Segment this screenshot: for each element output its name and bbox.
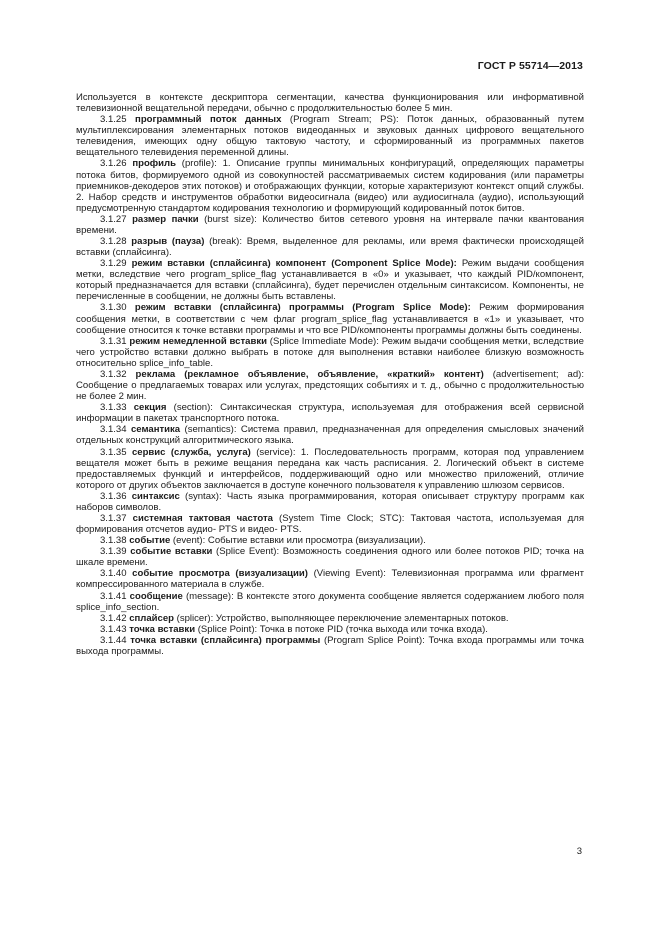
term-name: реклама (рекламное объявление, объявление, «краткий» контент) [135,368,484,380]
term-definition: (message): В контексте этого документа сообщение является содержанием любого поля splice_info_section. [76,590,584,613]
term-definition: (splicer): Устройство, выполняющее переключение элементарных потоков. [173,612,509,624]
term-entry [76,424,584,446]
term-name: событие просмотра (визуализации) [132,568,308,580]
term-definition: (Viewing Event): Телевизионная программа или фрагмент компрессированного материала в службе. [76,568,584,591]
term-entry [76,591,584,613]
terms-list [76,114,584,657]
term-definition: (Program Splice Point): Точка входа программы или точка выхода программы. [76,634,584,657]
document-standard-header: ГОСТ Р 55714—2013 [477,60,583,72]
term-name: сплайсер [129,612,174,624]
term-name: режим немедленной вставки [129,335,267,347]
term-number: 3.1.37 [100,512,127,524]
term-name: событие [129,535,171,547]
term-number: 3.1.38 [100,535,127,547]
term-name: синтаксис [131,490,180,502]
term-name: сообщение [129,590,183,602]
term-definition: (event): Событие вставки или просмотра (визуализации). [170,535,426,547]
term-number: 3.1.30 [100,302,127,314]
term-entry [76,491,584,513]
page-number: 3 [576,846,582,857]
term-entry [76,568,584,590]
term-name: сервис (служба, услуга) [131,446,251,458]
term-name: профиль [132,158,176,170]
term-number: 3.1.39 [100,546,127,558]
term-number: 3.1.35 [100,446,127,458]
term-number: 3.1.33 [100,402,127,414]
intro-paragraph: Используется в контексте дескриптора сегментации, качества функционирования или информативной телевизионной вещательной передачи, обычно с продолжительностью более 5 мин. [76,92,584,115]
term-entry [76,369,584,402]
term-entry [76,114,584,158]
term-definition: (service): 1. Последовательность программ, которая под управлением вещателя может быть в режиме вещания передана как часть расписания. 2. Логический объект в системе предоставляемых функций и интерфейсов, поддерживающий одно или множество приложений, отличие которого от других объектов заключается в доступе конечного пользователя к управлению шлюзом сервисов. [76,446,584,491]
term-number: 3.1.41 [100,590,127,602]
term-definition: (Splice Point): Точка в потоке PID (точка выхода или точка входа). [195,623,488,635]
term-name: программный поток данных [135,114,282,126]
term-name: системная тактовая частота [132,512,273,524]
term-entry [76,535,584,546]
term-number: 3.1.26 [100,158,127,170]
term-entry [76,336,584,369]
term-number: 3.1.27 [100,213,127,225]
document-body [76,92,584,657]
term-entry [76,214,584,236]
term-definition: (section): Синтаксическая структура, используемая для отображения всей сервисной информации в пакетах транспортного потока. [76,402,584,425]
term-entry [76,613,584,624]
term-number: 3.1.40 [100,568,127,580]
term-number: 3.1.36 [100,490,127,502]
term-entry [76,258,584,302]
term-entry [76,158,584,213]
term-definition: (Splice Event): Возможность соединения одного или более потоков PID; точка на шкале времени. [76,546,584,569]
term-number: 3.1.44 [100,634,127,646]
term-name: событие вставки [130,546,213,558]
term-definition: (burst size): Количество битов сетевого уровня на интервале пачки квантования времени. [76,213,584,236]
term-name: семантика [130,424,181,436]
term-definition: (profile): 1. Описание группы минимальных конфигураций, определяющих параметры потока битов, формируемого одной из совокупностей рассматриваемых систем кодирования (или параметры приемников-декодеров этих потоков) и отображающих функции, которые характеризуют контекст опций службы. 2. Набор средств и инструментов обработки видеосигнала (видео) или аудиосигнала (аудио), использующий предусмотренную стандартом кодирования технологию и формирующий кодированный поток битов. [76,158,584,214]
term-number: 3.1.32 [100,368,127,380]
term-entry [76,402,584,424]
term-name: разрыв (пауза) [131,236,205,248]
term-definition: (System Time Clock; STC): Тактовая частота, используемая для формирования отсчетов аудио- PTS и видео- PTS. [76,512,584,536]
term-name: размер пачки [132,213,199,225]
term-entry [76,546,584,568]
term-definition: Режим выдачи сообщения метки, вследствие чего program_splice_flag устанавливается в «0» и указывает, что каждый PID/компонент, который предназначается для вставки (сплайсинга), будет перечислен отдельным синтаксисом. Компоненты, не перечисленные в сообщении, не должны быть вставлены. [76,258,584,303]
term-entry [76,635,584,657]
term-name: точка вставки [129,623,196,635]
term-definition: Режим формирования сообщения метки, в соответствии с чем флаг program_splice_flag устанавливается в «1» и указывает, что сообщение относится к точке вставки программы и что все PID/компоненты программы должны быть соединены. [76,302,584,336]
term-name: секция [133,402,167,414]
term-entry [76,513,584,535]
term-definition: (syntax): Часть языка программирования, которая описывает структуру программ как наборов символов. [76,490,585,513]
term-number: 3.1.29 [100,258,127,270]
term-definition: (semantics): Система правил, предназначенная для определения смысловых значений отдельных конструкций алгоритмического языка. [76,424,584,447]
term-name: режим вставки (сплайсинга) компонент (Component Splice Mode): [131,258,457,270]
term-number: 3.1.34 [100,424,127,436]
term-number: 3.1.25 [100,114,127,126]
term-number: 3.1.43 [100,623,127,635]
term-definition: (break): Время, выделенное для рекламы, или время фактически происходящей вставки (сплайсинга). [76,236,584,259]
term-entry [76,302,584,335]
term-number: 3.1.31 [100,335,127,347]
term-definition: (Program Stream; PS): Поток данных, образованный путем мультиплексирования элементарных потоков видеоданных и звуковых данных цифрового вещательного телевидения, имеющих одну общую тактовую частоту, и сформированный из программных пакетов вещательного телевидения переменной длины. [76,114,585,159]
term-number: 3.1.28 [100,236,127,248]
term-entry [76,236,584,258]
term-name: точка вставки (сплайсинга) программы [130,634,321,646]
term-number: 3.1.42 [100,612,127,624]
term-definition: (Splice Immediate Mode): Режим выдачи сообщения метки, вследствие чего устройство вставки должно выбрать в потоке для выполнения вставки наиболее близкую возможность относительно splice_info_table. [76,335,584,369]
term-entry [76,447,584,491]
term-entry [76,624,584,635]
term-definition: (advertisement; ad): Сообщение о предлагаемых товарах или услугах, предстоящих событиях и т. д., обычно с продолжительностью не более 2 мин. [76,368,584,403]
term-name: режим вставки (сплайсинга) программы (Program Splice Mode): [134,302,471,314]
